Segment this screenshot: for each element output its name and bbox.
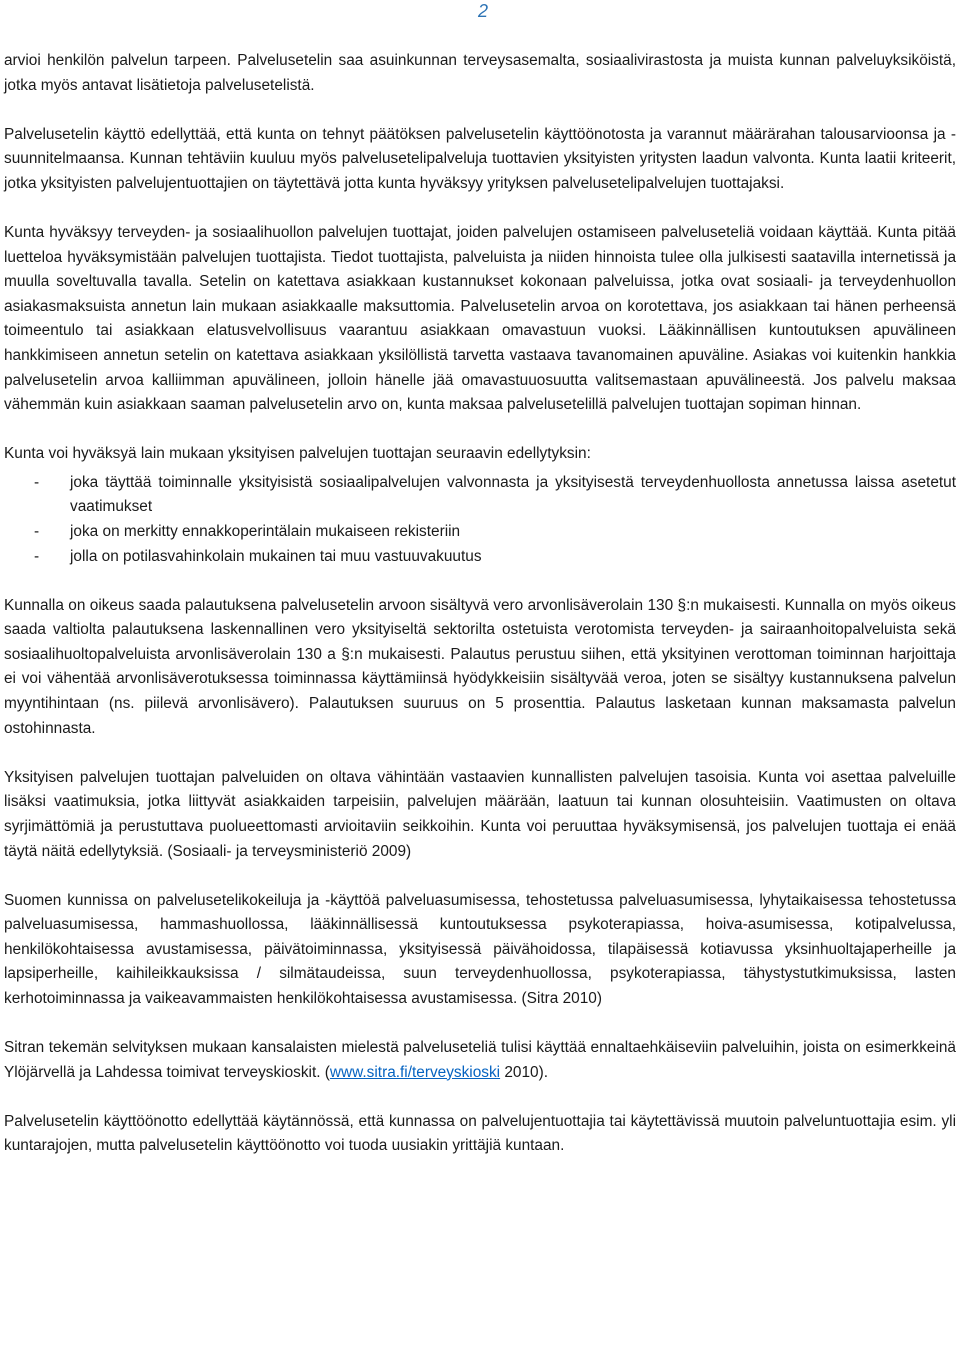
paragraph-requirements-intro: Kunta voi hyväksyä lain mukaan yksityisen palvelujen tuottajan seuraavin edellytyksin: bbox=[4, 445, 591, 463]
list-dash: - bbox=[34, 473, 40, 491]
sitra-text-after: 2010). bbox=[500, 1063, 549, 1081]
paragraph-sitra-survey bbox=[4, 1036, 956, 1085]
sitra-text-before: Sitran tekemän selvityksen mukaan kansalaisten mielestä palveluseteliä tulisi käyttää ennaltaehkäiseviin palveluihin, joista on esimerkkeinä Ylöjärvellä ja Lahdessa toimivat terveyskioskit. ( bbox=[4, 1039, 956, 1081]
paragraph-adoption: Palvelusetelin käyttöönotto edellyttää käytännössä, että kunnassa on palvelujentuottajia tai käytettävissä muutoin palveluntuottajia esim. yli kuntarajojen, mutta palvelusetelin käyttöönotto voi tuoda uusiakin yrittäjiä kuntaan. bbox=[4, 1112, 956, 1155]
paragraph-service-level: Yksityisen palvelujen tuottajan palveluiden on oltava vähintään vastaavien kunnallisten palvelujen tasoisia. Kunta voi asettaa palveluille lisäksi vaatimuksia, jotka liittyvät asiakkaiden tarpeisiin, palvelujen määrään, laatuun tai kunnan olosuhteisiin. Vaatimusten on oltava syrjimättömiä ja perustuttava puolueettomasti arvioitaviin seikkoihin. Kunta voi peruuttaa hyväksymisensä, jos palvelujen tuottaja ei enää täytä näitä edellytyksiä. (Sosiaali- ja terveysministeriö 2009) bbox=[4, 768, 956, 860]
list-item bbox=[4, 545, 956, 570]
list-item bbox=[4, 471, 956, 520]
sitra-terveyskioski-link[interactable]: www.sitra.fi/terveyskioski bbox=[329, 1063, 501, 1081]
list-item-text: joka täyttää toiminnalle yksityisistä sosiaalipalvelujen valvonnasta ja yksityisestä terveydenhuollosta annetussa laissa asetetut vaatimukset bbox=[70, 473, 956, 516]
paragraph-vat-refund: Kunnalla on oikeus saada palautuksena palvelusetelin arvoon sisältyvä vero arvonlisäverolain 130 §:n mukaisesti. Kunnalla on myös oikeus saada valtiolta palautuksena laskennallinen vero yksityiseltä sektorilta ostetuista verotomista terveyden- ja sairaanhoitopalveluista sekä sosiaalihuoltopalveluista arvonlisäverolain 130 a §:n mukaisesti. Palautus perustuu siihen, että yksityinen verottoman toiminnan harjoittaja ei voi vähentää arvonlisäverotuksessa toiminnassa käyttämiinsä hyödykkeisiin sisältyvää veroa, joten se sisältyy kustannuksena palvelun myyntihintaan (ns. piilevä arvonlisävero). Palautuksen suuruus on 5 prosenttia. Palautus lasketaan kunnan maksamasta palvelun ostohinnasta. bbox=[4, 596, 956, 737]
list-item-text: jolla on potilasvahinkolain mukainen tai muu vastuuvakuutus bbox=[70, 547, 482, 565]
paragraph-provider-approval: Kunta hyväksyy terveyden- ja sosiaalihuollon palvelujen tuottajat, joiden palvelujen ostamiseen palveluseteliä voidaan käyttää. Kunta pitää luetteloa hyväksymistään palvelujen tuottajista. Tiedot tuottajista, palveluista ja niiden hinnoista tulee olla julkisesti saatavilla internetissä ja muulla soveltuvalla tavalla. Setelin on katettava asiakkaan kustannukset kokonaan palveluissa, jotka ovat sosiaali- ja terveydenhuollon asiakasmaksuista annetun lain mukaan asiakkaalle maksuttomia. Palvelusetelin arvoa on korotettava, jos asiakkaan tai hänen perheensä toimeentulo tai asiakkaan elatusvelvollisuus vaarantuu asiakkaan omavastuun vuoksi. Lääkinnällisen kuntoutuksen apuvälineen hankkimiseen annetun setelin on katettava asiakkaan yksilöllistä tarvetta vastaava tavanomainen apuväline. Asiakas voi kuitenkin hankkia palvelusetelin arvoa kalliimman apuvälineen, jolloin hänelle jää omavastuuosuutta valitsemastaan apuvälineestä. Jos palvelu maksaa vähemmän kuin asiakkaan saaman palvelusetelin arvo on, kunta maksaa palvelusetelillä palvelujen tuottajan sopiman hinnan. bbox=[4, 223, 956, 414]
requirements-list bbox=[4, 471, 956, 569]
document-body bbox=[4, 49, 956, 1183]
paragraph-municipal-decision: Palvelusetelin käyttö edellyttää, että kunta on tehnyt päätöksen palvelusetelin käyttöönotosta ja varannut määrärahan talousarvioonsa ja -suunnitelmaansa. Kunnan tehtäviin kuuluu myös palvelusetelipalveluja tuottavien yksityisten yritysten laadun valvonta. Kunta laatii kriteerit, jotka yksityisten palvelujentuottajien on täytettävä jotta kunta hyväksyy yrityksen palvelusetelipalvelujen tuottajaksi. bbox=[4, 125, 956, 192]
list-dash: - bbox=[34, 523, 40, 540]
list-item bbox=[4, 520, 956, 545]
list-dash: - bbox=[34, 547, 40, 565]
list-item-text: joka on merkitty ennakkoperintälain mukaiseen rekisteriin bbox=[70, 523, 461, 540]
paragraph-eligibility: arvioi henkilön palvelun tarpeen. Palvelusetelin saa asuinkunnan terveysasemalta, sosiaalivirastosta ja muista kunnan palveluyksiköistä, jotka myös antavat lisätietoja palvelusetelistä. bbox=[4, 52, 956, 94]
page-number: 2 bbox=[477, 1, 488, 21]
paragraph-voucher-trials: Suomen kunnissa on palvelusetelikokeiluja ja -käyttöä palveluasumisessa, tehostetussa palveluasumisessa, lyhytaikaisessa tehostetussa palveluasumisessa, hammashuollossa, lääkinnällisessä kuntoutuksessa psykoterapiassa, hoiva-asumisessa, kotipalvelussa, henkilökohtaisessa avustamisessa, päivätoiminnassa, yksityisessä päivähoidossa, tilapäisessä kotiavussa yksinhuoltajaperheille ja lapsiperheille, kaihileikkauksissa / silmätaudeissa, suun terveydenhuollossa, psykoterapiassa, tähystystutkimuksissa, lasten kerhotoiminnassa ja vaikeavammaisten henkilökohtaisessa avustamisessa. (Sitra 2010) bbox=[4, 891, 956, 1007]
